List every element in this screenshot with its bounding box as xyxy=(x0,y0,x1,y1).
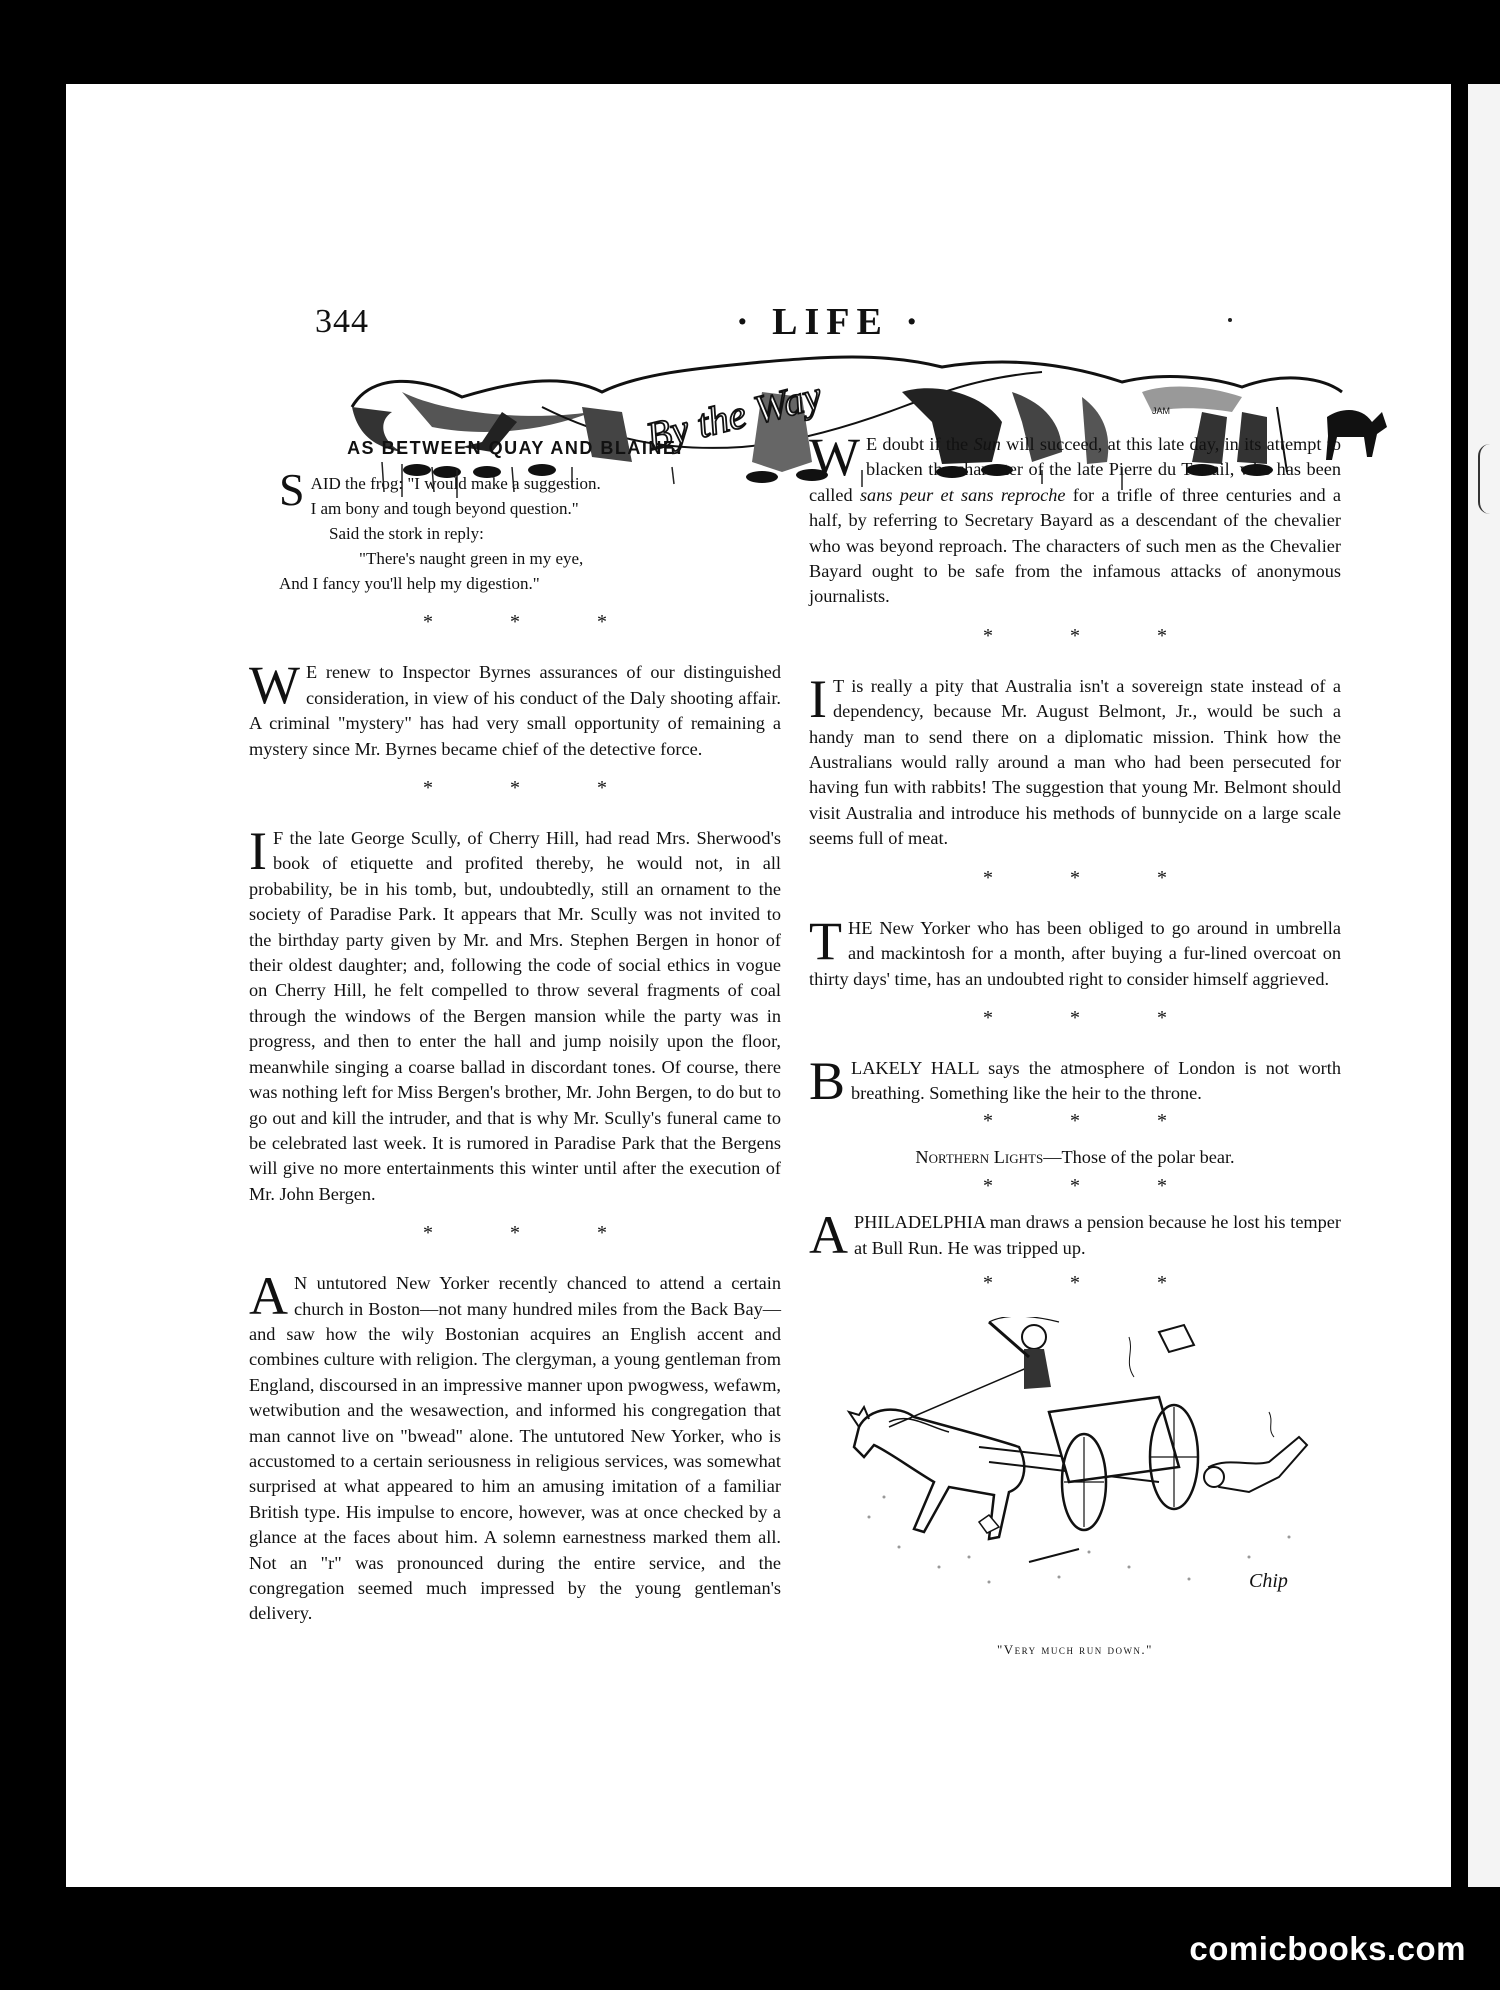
banner-signature: JAM xyxy=(1152,406,1170,416)
right-column xyxy=(809,427,1342,1663)
magazine-page xyxy=(66,84,1451,1887)
dropcap: S xyxy=(279,464,305,516)
article-newyorker xyxy=(809,910,1341,992)
separator: * * * xyxy=(983,1109,1203,1132)
separator: * * * xyxy=(983,866,1203,889)
poem xyxy=(249,436,781,596)
article-northern-lights xyxy=(809,1145,1341,1170)
separator: * * * xyxy=(983,1175,1203,1198)
article-boston xyxy=(249,1266,781,1627)
separator: * * * xyxy=(423,777,643,800)
runaway-cart-cartoon xyxy=(829,1317,1329,1612)
adjacent-page-mark xyxy=(1478,444,1498,514)
print-speck xyxy=(1228,318,1232,322)
article-blakely xyxy=(809,1050,1341,1111)
poem-title: AS BETWEEN QUAY AND BLAINE. xyxy=(347,438,683,458)
poem-line: "There's naught green in my eye, xyxy=(359,549,584,569)
article-text: LAKELY HALL says the atmosphere of London is not worth breathing. Something like the heir to the throne. xyxy=(851,1057,1341,1104)
newspaper-name: Sun xyxy=(973,434,1001,454)
article-text: HE New Yorker who has been obliged to go around in umbrella and mackintosh for a month, after buying a fur-lined overcoat on thirty days' time, has an undoubted right to consider himself aggrieved. xyxy=(809,917,1341,989)
poem-verse xyxy=(279,464,781,596)
motto-italic: sans peur et sans reproche xyxy=(859,484,1066,505)
dropcap: A xyxy=(249,1266,288,1327)
poem-line: I am bony and tough beyond question." xyxy=(310,499,579,519)
article-label: Northern Lights xyxy=(915,1146,1044,1167)
separator: * * * xyxy=(423,1222,643,1245)
cartoon-caption: "Very much run down." xyxy=(996,1642,1153,1658)
article-philadelphia xyxy=(809,1205,1341,1266)
separator: * * * xyxy=(983,1271,1203,1294)
article-scully xyxy=(249,821,781,1207)
article-text: PHILADELPHIA man draws a pension because he lost his temper at Bull Run. He was tripped up. xyxy=(854,1212,1341,1258)
dropcap: A xyxy=(809,1205,848,1266)
banner-text: By the Way xyxy=(641,372,826,460)
dropcap: W xyxy=(809,427,860,487)
page-number: 344 xyxy=(315,303,369,340)
article-text: E renew to Inspector Byrnes assurances of our distinguished consideration, in view of his conduct of the Daly shooting affair. A criminal "mystery" has had very small opportunity of remaining a mystery since Mr. Byrnes became chief of the detective force. xyxy=(249,662,781,759)
article-text: T is really a pity that Australia isn't a sovereign state instead of a dependency, because Mr. August Belmont, Jr., would be such a handy man to send there on a diplomatic mission. Think how the Australians would rally around a man who had been persecuted for having fun with rabbits! The suggestion that young Mr. Belmont should visit Australia and introduce his methods of bunnycide on a large scale seems full of meat. xyxy=(809,675,1341,849)
article-sun xyxy=(809,427,1342,610)
separator: * * * xyxy=(423,611,643,634)
separator: * * * xyxy=(983,624,1203,647)
left-column xyxy=(249,436,781,1627)
poem-line: AID the frog: "I would make a suggestion. xyxy=(310,474,601,494)
article-text: E doubt if the xyxy=(865,434,974,454)
masthead-title: · LIFE · xyxy=(736,301,926,343)
article-text: —Those of the polar bear. xyxy=(1043,1146,1235,1167)
watermark: comicbooks.com xyxy=(1189,1930,1466,1967)
article-australia xyxy=(809,668,1341,852)
dropcap: I xyxy=(249,821,267,882)
article-text: for a trifle of three centuries and a half, by referring to Secretary Bayard as a descendant of the chevalier who was beyond reproach. The characters of such men as the Chevalier Bayard ought to be safe from the infamous attacks of anonymous journalists. xyxy=(809,484,1342,607)
cartoon-signature: Chip xyxy=(1249,1569,1288,1592)
dropcap: B xyxy=(809,1050,846,1111)
poem-line: Said the stork in reply: xyxy=(329,524,484,544)
dropcap: W xyxy=(249,655,300,716)
article-text: N untutored New Yorker recently chanced to attend a certain church in Boston—not many hundred miles from the Back Bay—and saw how the wily Bostonian acquires an English accent and combines culture with religion. The clergyman, a young gentleman from England, discoursed in an impressive manner upon pwogwess, wefawm, wetwibution and the wesawection, and informed his congregation that man cannot live on "bwead" alone. The untutored New Yorker, who is accustomed to a certain seriousness in religious services, was somewhat surprised at what appeared to him an amusing imitation of a familiar British type. His impulse to encore, however, was at once checked by a glance at the faces about him. A solemn earnestness marked them all. Not an "r" was pronounced during the entire service, and the congregation seemed much impressed by the young gentleman's delivery. xyxy=(249,1273,781,1624)
dropcap: I xyxy=(809,668,827,729)
separator: * * * xyxy=(983,1006,1203,1029)
dropcap: T xyxy=(809,910,842,971)
article-text: F the late George Scully, of Cherry Hill, had read Mrs. Sherwood's book of etiquette and profited thereby, he would not, in all probability, be in his tomb, but, undoubtedly, still an ornament to the society of Paradise Park. It appears that Mr. Scully was not invited to the birthday party given by Mr. and Mrs. Stephen Bergen in honor of their oldest daughter; and, following the code of social ethics in vogue on Cherry Hill, he felt compelled to throw several fragments of coal through the windows of the Bergen mansion while the party was in progress, and then to enter the hall and jump noisily upon the floor, meanwhile singing a coarse ballad in discordant tones. Of course, there was nothing left for Miss Bergen's brother, Mr. John Bergen, to do but to go out and kill the intruder, and that is why Mr. Scully's funeral came to be celebrated last week. It is rumored in Paradise Park that the Bergens will give no more entertainments this winter until after the execution of Mr. John Bergen. xyxy=(249,828,781,1204)
adjacent-page-edge xyxy=(1468,84,1500,1887)
poem-line: And I fancy you'll help my digestion." xyxy=(279,574,540,594)
article-text: will succeed, at this late day, in its attempt to blacken the character of the late Pierre du Terrail, who has been called xyxy=(809,434,1342,505)
article-byrnes xyxy=(249,655,781,762)
